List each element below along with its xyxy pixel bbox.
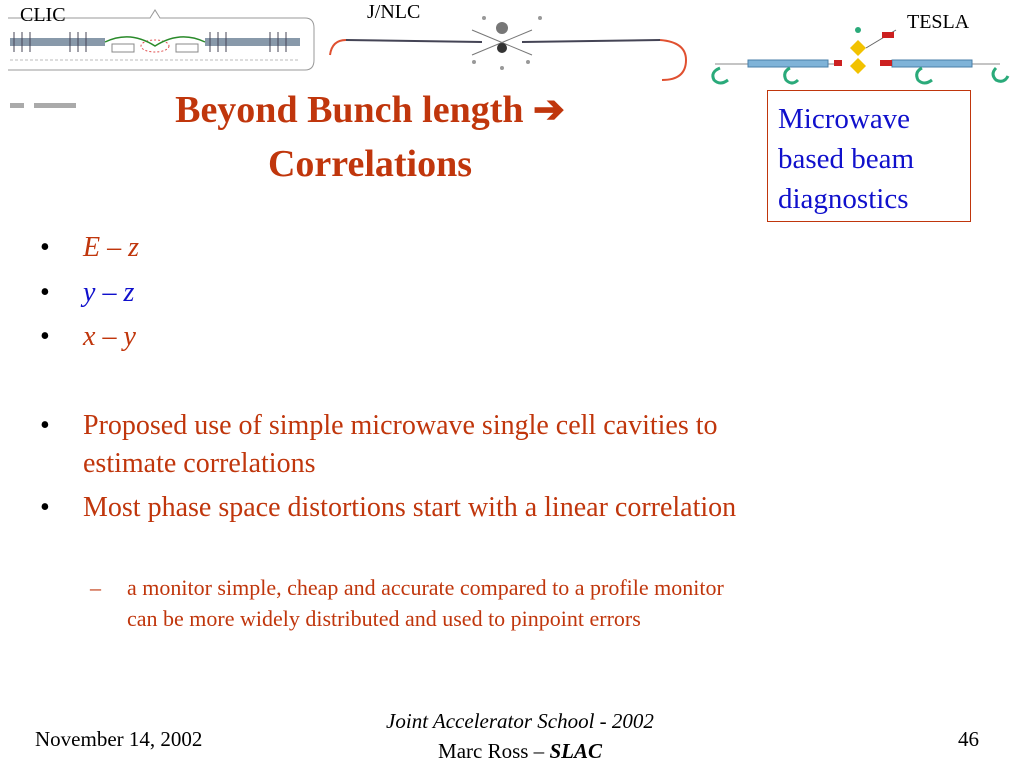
bullet-var: z: [123, 277, 135, 308]
tesla-label: TESLA: [907, 11, 970, 33]
footer-school: Joint Accelerator School - 2002: [386, 709, 654, 733]
sub-bullet-text: a monitor simple, cheap and accurate compared to a profile monitor can be more widely distributed and used to pinpoint errors: [127, 575, 724, 631]
bullet-var: E: [83, 232, 101, 263]
jnlc-label: J/NLC: [367, 1, 421, 23]
arrow-right-icon: ➔: [533, 89, 565, 131]
bullet-sep: –: [95, 321, 124, 352]
page-number: 46: [958, 727, 979, 751]
bullet-var: x: [83, 321, 96, 352]
footer-date: November 14, 2002: [35, 727, 203, 751]
bullet-sep: –: [100, 232, 129, 263]
callout-line: based beam: [778, 143, 915, 175]
title-line1: Beyond Bunch length: [175, 89, 524, 131]
callout-line: diagnostics: [778, 183, 909, 215]
beamline-fragment-icon: [10, 100, 80, 112]
bullet-var: y: [123, 321, 136, 352]
bullet-text: Proposed use of simple microwave single cell cavities to estimate correlations: [83, 410, 718, 479]
footer-author: Marc Ross –: [438, 739, 550, 763]
bullet-icon: •: [40, 321, 50, 352]
tesla-diagram: [700, 12, 1024, 92]
footer-center: [300, 706, 740, 766]
title-line2: Correlations: [267, 143, 473, 185]
bullet-icon: •: [40, 410, 50, 441]
bullet-icon: •: [40, 492, 50, 523]
slide-title: [120, 83, 620, 191]
bullet-text: Most phase space distortions start with a linear correlation: [83, 492, 737, 523]
bullet-sep: –: [95, 277, 124, 308]
callout-box: [767, 90, 971, 222]
bullet-var: z: [128, 232, 140, 263]
callout-line: Microwave: [778, 103, 911, 135]
footer-author-line: [300, 736, 740, 766]
bullet-var: y: [83, 277, 96, 308]
dash-icon: –: [90, 575, 101, 600]
footer-org: SLAC: [549, 739, 602, 763]
bullet-icon: •: [40, 232, 50, 263]
clic-label: CLIC: [20, 4, 66, 26]
bullet-icon: •: [40, 277, 50, 308]
